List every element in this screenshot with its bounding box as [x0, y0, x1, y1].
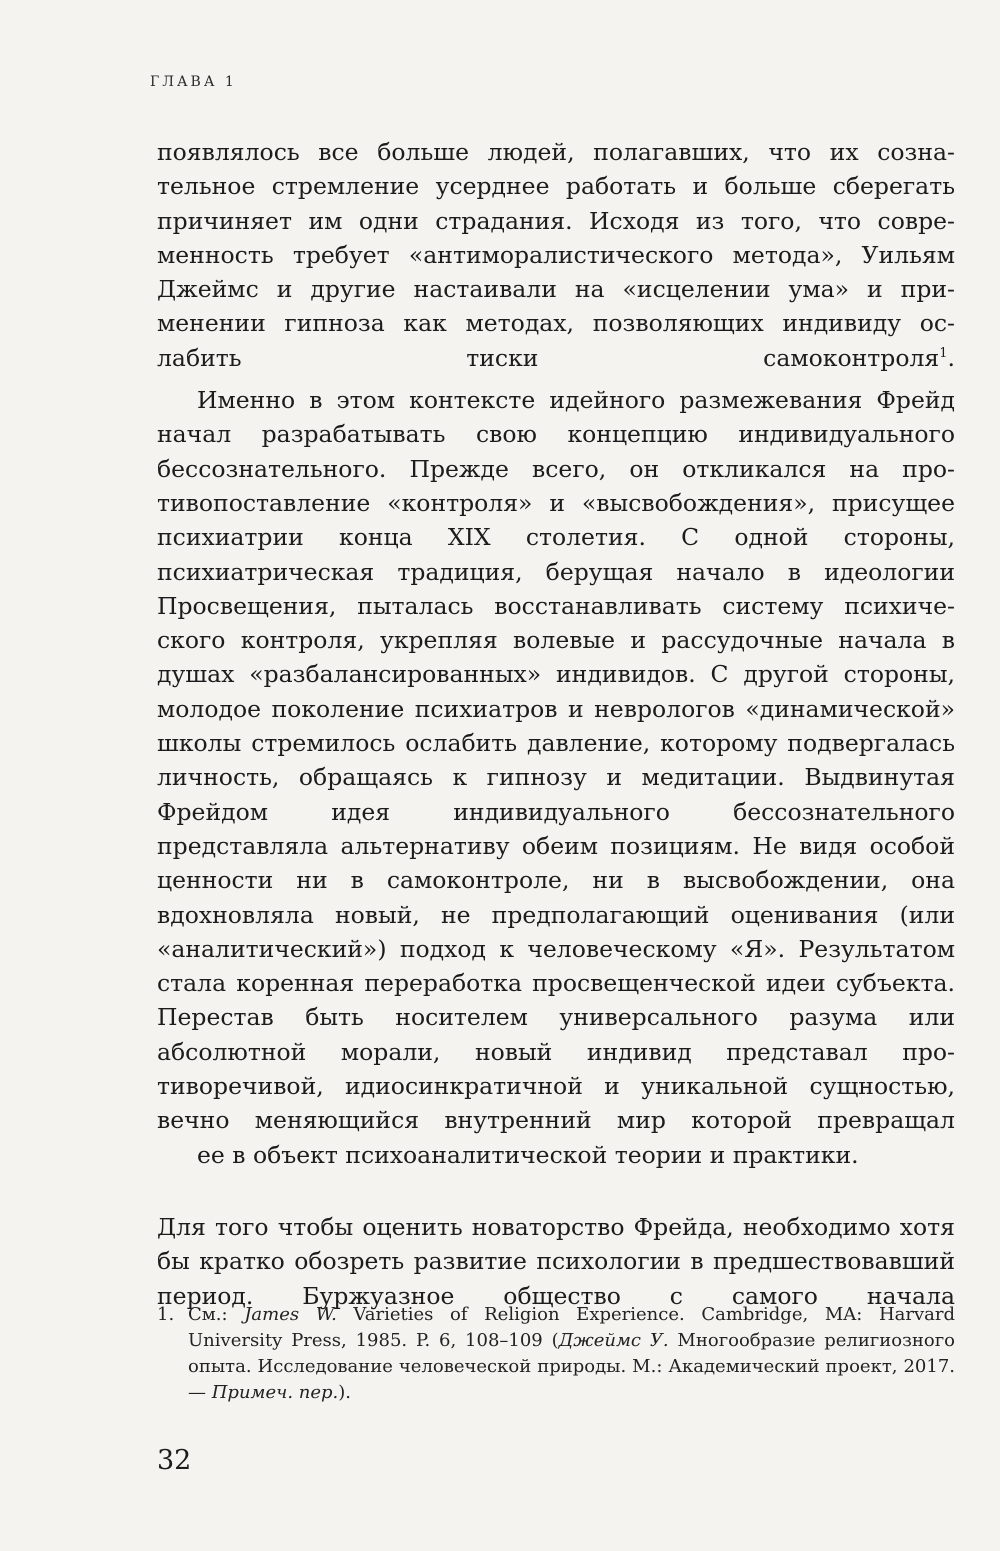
- paragraph-1-text: появлялось все больше людей, полагавших, что их сознательное стремление усерднее работать и больше сберегать причиняет им одни страдания. Исходя из того, что современность требует «антиморалистического метода», Уильям Джеймс и другие настаивали на «исцелении ума» и применении гипноза как методах, позволяющих индивиду ослабить тиски самоконтроля: [157, 138, 955, 372]
- footnote-text: [188, 1302, 955, 1406]
- footnote-prefix: См.:: [188, 1304, 245, 1325]
- footnote-translator-note: Примеч. пер.: [211, 1382, 339, 1403]
- paragraph-3-text: Для того чтобы оценить новаторство Фрейда, необходимо хотя бы кратко обозреть развитие психологии в предшествовавший период. Буржуазное общество с самого начала: [157, 1212, 955, 1310]
- footnote: [157, 1302, 955, 1406]
- footnote-ru-author: Джеймс У.: [558, 1330, 669, 1351]
- footnote-end: ).: [338, 1382, 352, 1403]
- footnote-body: Varieties of Religion Experience. Cambridge, MA: Harvard University Press, 1985. P. 6, 108–109 (: [188, 1304, 955, 1351]
- running-head: ГЛАВА 1: [150, 74, 237, 90]
- footnote-ru-body: Многообразие религиозного опыта. Исследование человеческой природы. М.: Академический проект, 2017. —: [188, 1330, 955, 1403]
- footnote-reference[interactable]: 1: [939, 345, 948, 361]
- footnote-author: James W.: [244, 1304, 337, 1325]
- paragraph-1: [157, 135, 955, 375]
- paragraph-2-last-line: ее в объект психоаналитической теории и практики.: [197, 1140, 859, 1169]
- paragraph-3: [157, 1210, 955, 1313]
- body-text: [157, 135, 955, 1313]
- footnote-number: 1.: [157, 1304, 175, 1325]
- paragraph-2-text: Именно в этом контексте идейного размежевания Фрейд начал разрабатывать свою концепцию индивидуального бессознательного. Прежде всего, он откликался на противопоставление «контроля» и «высвобождения», присущее психиатрии конца XIX столетия. С одной стороны, психиатрическая традиция, берущая начало в идеологии Просвещения, пыталась восстанавливать систему психического контроля, укрепляя волевые и рассудочные начала в душах «разбалансированных» индивидов. С другой стороны, молодое поколение психиатров и неврологов «динамической» школы стремилось ослабить давление, которому подвергалась личность, обращаясь к гипнозу и медитации. Выдвинутая Фрейдом идея индивидуального бессознательного представляла альтернативу обеим позициям. Не видя особой ценности ни в самоконтроле, ни в высвобождении, она вдохновляла новый, не предполагающий оценивания (или «аналитический») подход к человеческому «Я». Результатом стала коренная переработка просвещенческой идеи субъекта. Перестав быть носителем универсального разума или абсолютной морали, новый индивид представал противоречивой, идиосинкратичной и уникальной сущностью, вечно меняющийся внутренний мир которой превращал: [157, 386, 955, 1135]
- paragraph-1-tail: .: [947, 343, 955, 372]
- page-number: 32: [157, 1445, 192, 1476]
- paragraph-2: [157, 383, 955, 1172]
